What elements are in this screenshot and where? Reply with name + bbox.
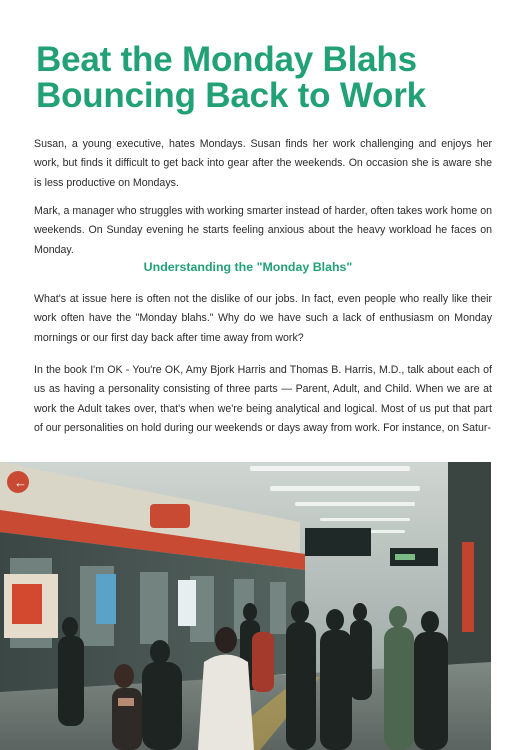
title-line-2: Bouncing Back to Work (36, 76, 426, 115)
svg-text:←: ← (14, 475, 27, 490)
paragraph-3: What's at issue here is often not the dislike of our jobs. In fact, even people who really like their work often have the "Monday blahs." Why do we have such a lack of enthusiasm on Monday mornings or our first day back after time away from work? (34, 293, 492, 344)
section-subheading: Understanding the "Monday Blahs" (143, 260, 353, 274)
article-title (36, 42, 506, 114)
paragraph-4: In the book I'm OK - You're OK, Amy Bjork Harris and Thomas B. Harris, M.D., talk about each of us as having a personality consisting of three parts — Parent, Adult, and Child. When we are at work the Adult takes over, that's when we're being analytical and logical. Most of us put that part of our personalities on hold during our weekends or days away from work. For instance, on Satur- (34, 364, 492, 434)
title-line-1: Beat the Monday Blahs (36, 40, 417, 79)
subway-platform-illustration (0, 462, 491, 750)
subway-platform-photo (0, 462, 491, 750)
paragraph-2: Mark, a manager who struggles with working smarter instead of harder, often takes work home on weekends. On Sunday evening he starts feeling anxious about the heavy workload he faces on Monday. (34, 205, 492, 256)
paragraph-1: Susan, a young executive, hates Mondays. Susan finds her work challenging and enjoys her work, but finds it difficult to get back into gear after the weekends. On occasion she is aware she is less productive on Mondays. (34, 138, 492, 189)
